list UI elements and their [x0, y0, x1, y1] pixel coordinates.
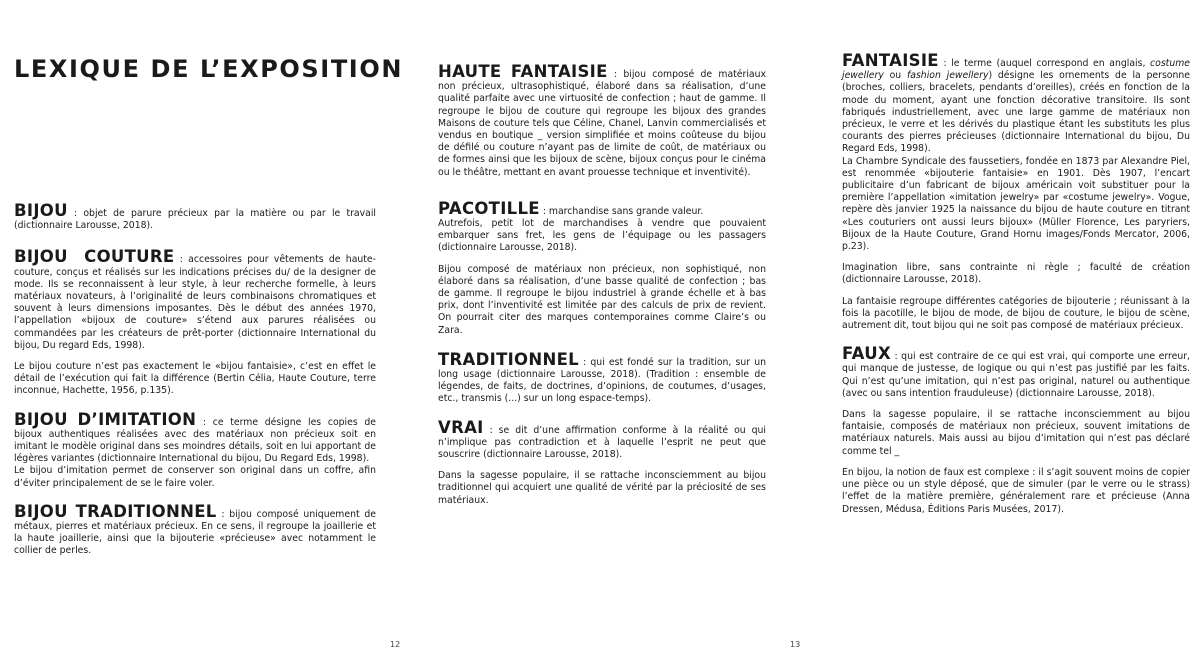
middle-column	[438, 63, 766, 516]
entry-bijou-couture	[14, 248, 376, 352]
entry-definition: : marchandise sans grande valeur.	[539, 205, 704, 217]
entry-pacotille	[438, 200, 766, 218]
entry-definition: : le terme (auquel correspond en anglais,	[938, 58, 1151, 69]
entry-term: BIJOU D’IMITATION	[14, 409, 197, 429]
entry-haute-fantaisie	[438, 63, 766, 179]
entry-definition: : se dit d’une affirmation conforme à la réalité ou qui n’implique pas contradiction et à laquelle l’esprit ne peut que souscrire (dictionnaire Larousse, 2018).	[438, 424, 766, 461]
entry-term: BIJOU	[14, 201, 68, 220]
entry-term: TRADITIONNEL	[438, 349, 579, 369]
entry-paragraph: En bijou, la notion de faux est complexe : il s’agit souvent moins de copier une pièce ou un style déposé, que de simuler (par le verre ou le strass) l’effet de la matière première, généralement rare et précieuse (Anna Dressen, Médusa, Éditions Paris Musées, 2017).	[842, 466, 1190, 515]
entry-faux	[842, 345, 1190, 400]
entry-paragraph: Le bijou couture n’est pas exactement le «bijou fantaisie», c’est en effet le détail de l’exécution qui fait la différence (Bertin Célia, Haute Couture, terre inconnue, Hachette, 1956, p.135).	[14, 361, 376, 397]
page-number-left: 12	[390, 640, 401, 649]
entry-paragraph: Autrefois, petit lot de marchandises à vendre que pouvaient embarquer sans fret, les gens de l’équipage ou les passagers (dictionnaire Larousse, 2018).	[438, 218, 766, 254]
page-title: LEXIQUE DE L’EXPOSITION	[14, 55, 404, 83]
entry-term: PACOTILLE	[438, 198, 540, 218]
entry-term: VRAI	[438, 417, 484, 437]
entry-definition: ) désigne les ornements de la personne (broches, colliers, bracelets, pendants d’oreilles), créés en fonction de la mode du moment, ayant une fonction décorative transitoire. Ils sont fabriqués industriellement, avec une large gamme de matériaux non précieux, le verre et les dérivés du plastique étant les substituts les plus courants des pierres précieuses (dictionnaire International du bijou, Du Regard Eds, 1998).	[842, 70, 1190, 155]
left-column	[14, 202, 376, 567]
entry-term: BIJOU COUTURE	[14, 247, 175, 267]
entry-definition: : qui est fondé sur la tradition, sur un long usage (dictionnaire Larousse, 2018). (Tradition : ensemble de légendes, de faits, de doctrines, d’opinions, de coutumes, d’usages, etc., transmis (...) sur un long espace-temps).	[438, 356, 766, 405]
entry-definition: : ce terme désigne les copies de bijoux authentiques réalisées avec des matériaux non précieux soit en imitant le modèle original dans ses moindres détails, soit en lui apportant de légères variantes (dictionnaire International du bijou, Du Regard Eds, 1998).	[14, 416, 376, 465]
entry-term: FANTAISIE	[842, 51, 939, 70]
entry-traditionnel	[438, 351, 766, 406]
entry-paragraph: Bijou composé de matériaux non précieux, non sophistiqué, non élaboré dans sa réalisation, d’une basse qualité de confection ; bas de gamme. Il regroupe le bijou industriel à grande échelle et à bas prix, dont l’inventivité est limitée par des calculs de prix de revient. On pourrait citer des marques contemporaines comme Claire’s ou Zara.	[438, 263, 766, 336]
entry-definition: ou	[883, 70, 907, 82]
right-column	[842, 52, 1190, 525]
entry-emphasis: fashion jewellery	[906, 70, 989, 82]
entry-definition: : bijou composé uniquement de métaux, pierres et matériaux précieux. En ce sens, il regroupe la joaillerie et la haute joaillerie, ainsi que la bijouterie «précieuse» avec notamment le collier de perles.	[14, 508, 376, 557]
entry-definition: : objet de parure précieux par la matière ou par le travail (dictionnaire Larousse, 2018).	[14, 208, 376, 232]
entry-term: HAUTE FANTAISIE	[438, 62, 608, 81]
entry-bijou-traditionnel	[14, 503, 376, 558]
page-number-right: 13	[790, 640, 801, 649]
entry-bijou	[14, 202, 376, 232]
entry-definition: : qui est contraire de ce qui est vrai, qui comporte une erreur, qui manque de justesse, de logique ou qui n’est pas justifié par les faits. Qui n’est qu’une imitation, qui n’est pas original, naturel ou authentique (avec ou sans intention frauduleuse) (dictionnaire Larousse, 2018).	[842, 351, 1190, 399]
entry-term: FAUX	[842, 344, 891, 364]
entry-definition: : accessoires pour vêtements de haute-couture, conçus et réalisés sur les indications précises du/ de la designer de mode. Ils se reconnaissent à leur style, à leur recherche formelle, à leurs matériaux novateurs, à l’originalité de leurs combinaisons chromatiques et souvent à leurs dimensions imposantes. Dès le début des années 1970, l’appellation «bijoux de couture» s’étend aux parures réalisées ou commandées par les créateurs de prêt-porter (dictionnaire International du bijou, Du regard Eds, 1998).	[14, 254, 376, 351]
entry-paragraph: La fantaisie regroupe différentes catégories de bijouterie ; réunissant à la fois la pacotille, le bijou de mode, de bijou de couture, le bijou de scène, autrement dit, tout bijou qui ne soit pas composé de matériaux précieux.	[842, 295, 1190, 332]
entry-paragraph: Dans la sagesse populaire, il se rattache inconsciemment au bijou fantaisie, composés de matériaux non précieux, souvent imitations de matériaux naturels. Mais aussi au bijou d’imitation qui n’est pas déclaré comme tel _	[842, 409, 1190, 457]
entry-bijou-imitation	[14, 411, 376, 466]
entry-term: BIJOU TRADITIONNEL	[14, 501, 217, 521]
entry-paragraph: Dans la sagesse populaire, il se rattache inconsciemment au bijou traditionnel qui acquiert une qualité de vérité par la préciosité de ses matériaux.	[438, 470, 766, 506]
entry-definition: : bijou composé de matériaux non précieux, ultrasophistiqué, élaboré dans sa réalisation, d’une qualité parfaite avec une virtuosité de confection ; haut de gamme. Il regroupe le bijou de couture qui regroupe les bijoux des grandes Maisons de couture tels que Céline, Chanel, Lanvin commercialisés et vendus en boutique _ version simplifiée et moins coûteuse du bijou de défilé ou couture n’ayant pas de limite de coût, de matériaux ou de formes ainsi que les bijoux de scène, bijoux conçus pour le cinéma ou le théâtre, mettant en avant prouesse technique et inventivité).	[438, 69, 766, 178]
entry-fantaisie	[842, 52, 1190, 156]
entry-vrai	[438, 419, 766, 462]
entry-paragraph: Le bijou d’imitation permet de conserver son original dans un coffre, afin d’éviter principalement de se le faire voler.	[14, 465, 376, 489]
entry-emphasis: costume jewellery	[842, 58, 1190, 82]
entry-paragraph: Imagination libre, sans contrainte ni règle ; faculté de création (dictionnaire Larousse, 2018).	[842, 262, 1190, 286]
entry-paragraph: La Chambre Syndicale des faussetiers, fondée en 1873 par Alexandre Piel, est renommée «bijouterie fantaisie» en 1901. Dès 1907, l’encart publicitaire d’un fabricant de bijoux américain voit substituer pour la première l’appellation «imitation jewelry» par «costume jewelry». Vogue, repère dès janvier 1925 la naissance du bijou de haute couture en titrant «Les couturiers ont aussi leurs bijoux» (Müller Florence, Les parуriers, Bijoux de la Haute Couture, Grand Hornu images/Fonds Mercator, 2006, p.23).	[842, 155, 1190, 253]
